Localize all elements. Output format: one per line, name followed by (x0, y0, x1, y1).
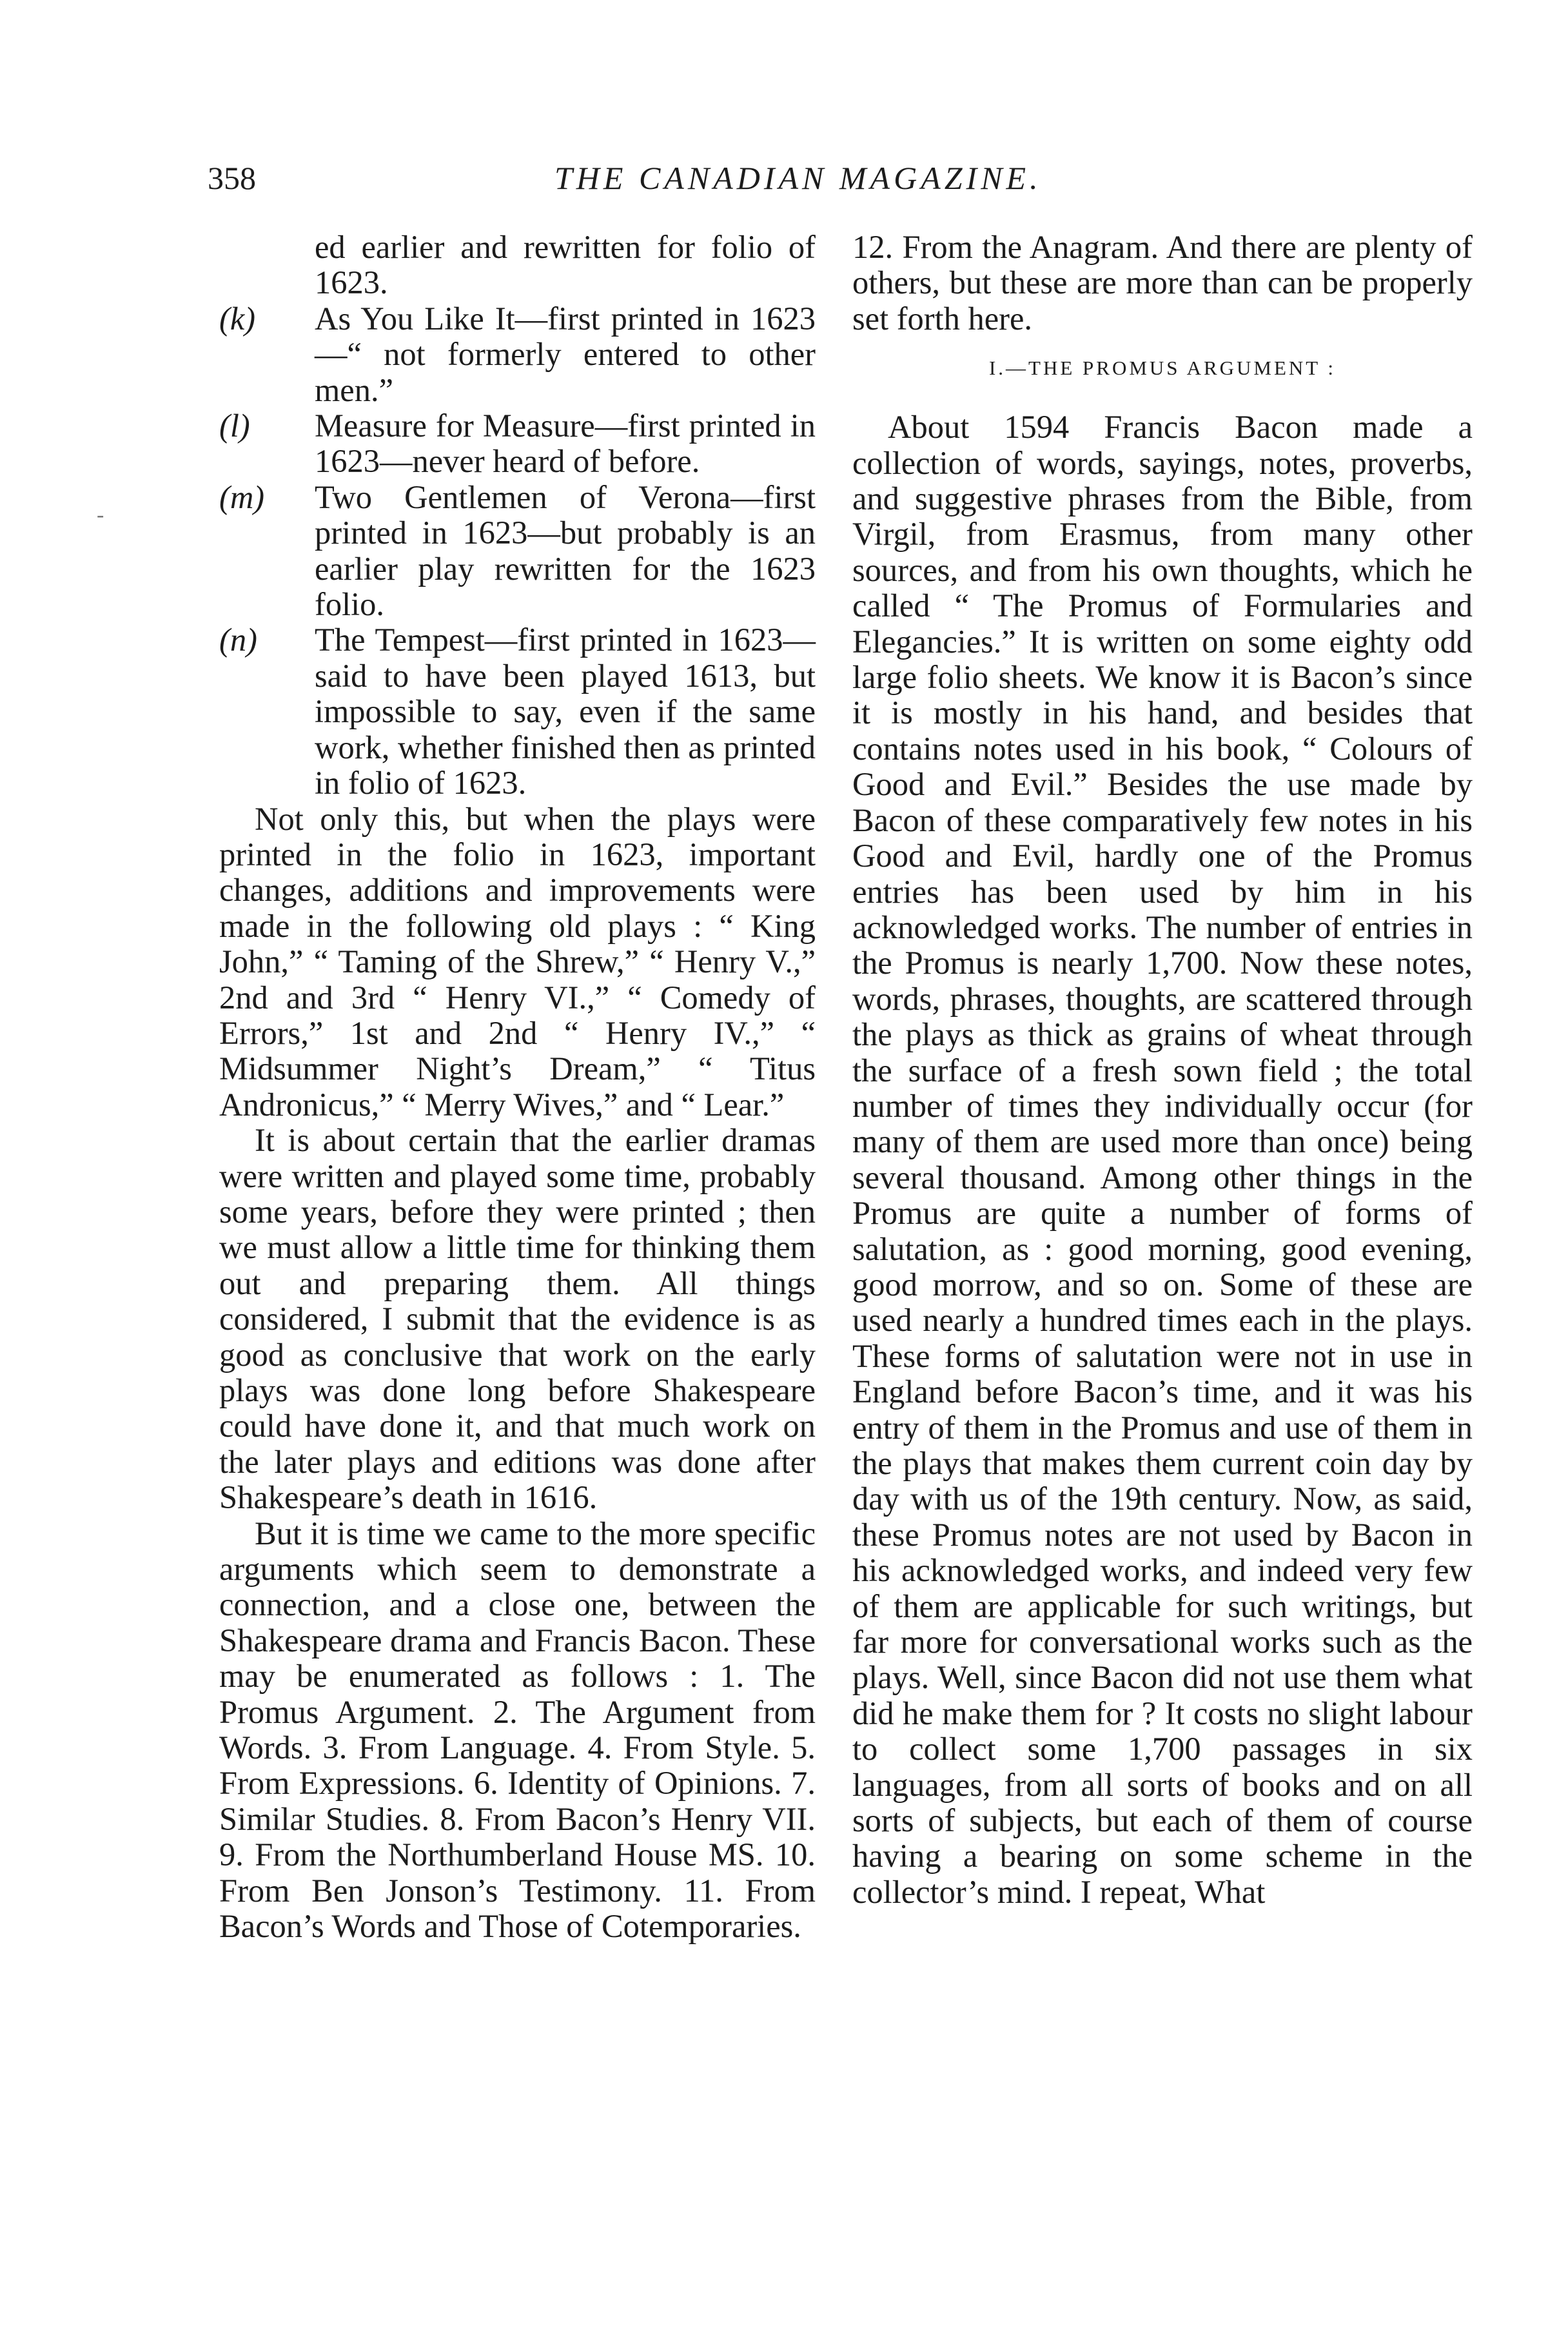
page-number: 358 (208, 160, 256, 196)
section-heading: I.—THE PROMUS ARGUMENT : (988, 357, 1337, 380)
item-text: ed earlier and rewritten for folio of 1623. (315, 229, 816, 301)
item-text: As You Like It—first printed in 1623—“ not formerly entered to other men.” (315, 300, 816, 408)
item-text: Two Gentlemen of Verona—first printed in 1623—but probably is an earlier play rewritten for the 1623 folio. (315, 478, 816, 623)
item-marker: (l) (219, 408, 250, 444)
list-item (219, 301, 816, 408)
margin-dash-mark: - (97, 503, 104, 527)
left-column (219, 230, 816, 1945)
list-item (219, 480, 816, 623)
body-paragraph: It is about certain that the earlier dramas were written and played some time, probably some years, before they were printed ; then we must allow a little time for thinking them out and preparing them. All things considered, I submit that the evidence is as good as conclusive that work on the early plays was done long before Shakespeare could have done it, and that much work on the later plays and editions was done after Shakespeare’s death in 1616. (219, 1122, 816, 1516)
list-item (219, 622, 816, 801)
intro-paragraph: 12. From the Anagram. And there are plenty of others, but these are more than can be properly set forth here. (852, 229, 1473, 337)
list-item (219, 408, 816, 480)
body-paragraph: But it is time we came to the more specific arguments which seem to demonstrate a connection, and a close one, between the Shakespeare drama and Francis Bacon. These may be enumerated as follows : 1. The Promus Argument. 2. The Argument from Words. 3. From Language. 4. From Style. 5. From Expressions. 6. Identity of Opinions. 7. Similar Studies. 8. From Bacon’s Henry VII. 9. From the Northumberland House MS. 10. From Ben Jonson’s Testimony. 11. From Bacon’s Words and Those of Cotemporaries. (219, 1515, 816, 1945)
item-marker: (n) (219, 622, 257, 658)
item-marker: (k) (219, 300, 256, 337)
right-column (852, 230, 1473, 1910)
body-paragraph: Not only this, but when the plays were printed in the folio in 1623, important changes, additions and improvements were made in the following old plays : “ King John,” “ Taming of the Shrew,” “ Henry V.,” 2nd and 3rd “ Henry VI.,” “ Comedy of Errors,” 1st and 2nd “ Henry IV.,” “ Midsummer Night’s Dream,” “ Titus Andronicus,” “ Merry Wives,” and “ Lear.” (219, 800, 816, 1123)
running-title: THE CANADIAN MAGAZINE. (554, 160, 1042, 196)
item-text: Measure for Measure—first printed in 1623—never heard of before. (315, 408, 816, 480)
body-paragraph: About 1594 Francis Bacon made a collection of words, sayings, notes, proverbs, and suggestive phrases from the Bible, from Virgil, from Erasmus, from many other sources, and from his own thoughts, which he called “ The Promus of Formularies and Elegancies.” It is written on some eighty odd large folio sheets. We know it is Bacon’s since it is mostly in his hand, and besides that contains notes used in his book, “ Colours of Good and Evil.” Besides the use made by Bacon of these comparatively few notes in his Good and Evil, hardly one of the Promus entries has been used by him in his acknowledged works. The number of entries in the Promus is nearly 1,700. Now these notes, words, phrases, thoughts, are scattered through the plays as thick as grains of wheat through the surface of a fresh sown field ; the total number of times they individually occur (for many of them are used more than once) being several thousand. Among other things in the Promus are quite a number of forms of salutation, as : good morning, good evening, good morrow, and so on. Some of these are used nearly a hundred times each in the plays. These forms of salutation were not in use in England before Bacon’s time, and it was his entry of them in the Promus and use of them in the plays that makes them current coin day by day with us of the 19th century. Now, as said, these Promus notes are not used by Bacon in his acknowledged works, and indeed very few of them are applicable for such writings, but far more for conversational works such as the plays. Well, since Bacon did not use them what did he make them for ? It costs no slight labour to collect some 1,700 passages in six languages, from all sorts of books and on all sorts of subjects, but each of them of course having a bearing on some scheme in the collector’s mind. I repeat, What (852, 409, 1473, 1910)
item-marker: (m) (219, 478, 265, 515)
item-text: The Tempest—first printed in 1623—said to have been played 1613, but impossible to say, even if the same work, whether finished then as printed in folio of 1623. (315, 622, 816, 802)
list-item (219, 230, 816, 301)
